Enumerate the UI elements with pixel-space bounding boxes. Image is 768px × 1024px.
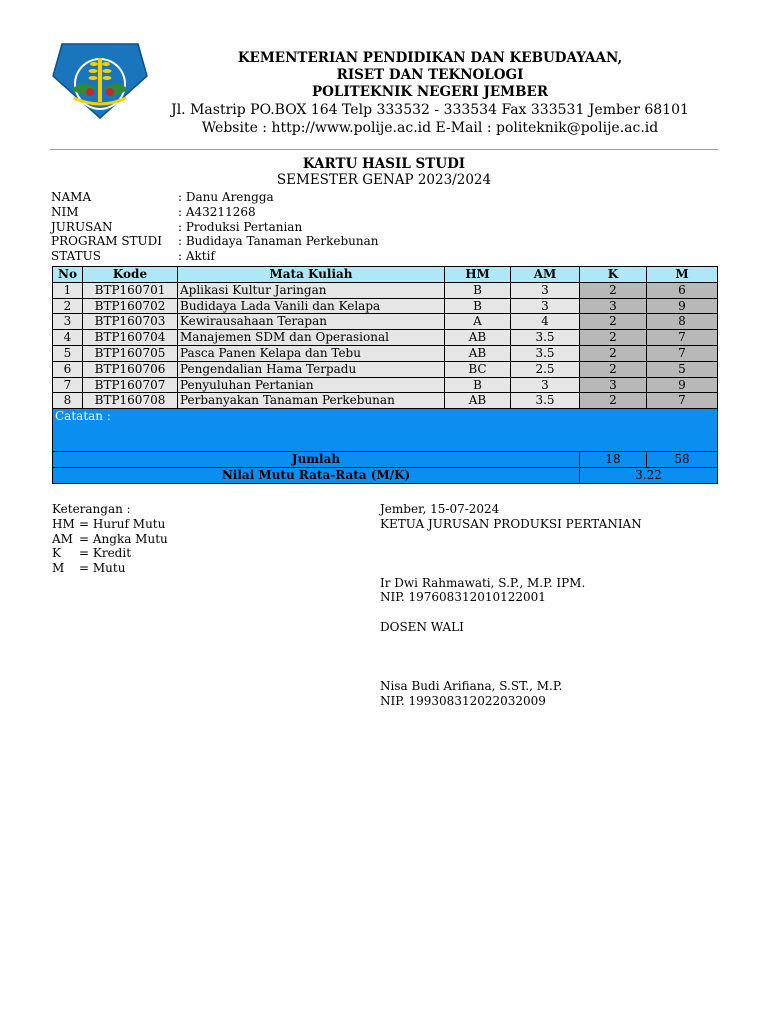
cell-hm: AB	[445, 393, 511, 409]
cell-kode: BTP160705	[83, 345, 178, 361]
column-header-no: No	[53, 267, 83, 283]
cell-m: 6	[647, 282, 718, 298]
signatory-role-advisor: DOSEN WALI	[380, 620, 464, 635]
cell-k: 3	[580, 377, 647, 393]
info-value: : Budidaya Tanaman Perkebunan	[178, 234, 379, 249]
keterangan-key: AM	[52, 531, 73, 546]
info-value: : Aktif	[178, 249, 215, 264]
cell-hm: AB	[445, 330, 511, 346]
cell-kode: BTP160706	[83, 361, 178, 377]
signatory-name-advisor: Nisa Budi Arifiana, S.ST., M.P.	[380, 678, 563, 693]
place-date: Jember, 15-07-2024	[380, 502, 500, 516]
info-row	[51, 234, 378, 249]
cell-mata-kuliah: Budidaya Lada Vanili dan Kelapa	[178, 298, 445, 314]
cell-am: 3.5	[511, 345, 580, 361]
cell-k: 2	[580, 330, 647, 346]
ipk-row	[53, 467, 718, 483]
semester-title: SEMESTER GENAP 2023/2024	[276, 172, 492, 188]
table-row	[53, 330, 718, 346]
ipk-label: Nilai Mutu Rata-Rata (M/K)	[53, 467, 580, 483]
cell-m: 9	[647, 377, 718, 393]
keterangan-value: = Kredit	[79, 546, 132, 561]
catatan-cell: Catatan :	[53, 409, 718, 452]
institution-header	[160, 50, 700, 137]
cell-no: 6	[53, 361, 83, 377]
info-row	[51, 249, 378, 264]
cell-mata-kuliah: Penyuluhan Pertanian	[178, 377, 445, 393]
ministry-name: KEMENTERIAN PENDIDIKAN DAN KEBUDAYAAN,	[237, 50, 623, 66]
document-title	[50, 156, 718, 189]
column-header-mata-kuliah: Mata Kuliah	[178, 267, 445, 283]
keterangan-item	[52, 532, 168, 547]
cell-m: 9	[647, 298, 718, 314]
info-value: : A43211268	[178, 204, 256, 219]
info-label: PROGRAM STUDI	[51, 234, 163, 249]
info-value: : Produksi Pertanian	[178, 219, 303, 234]
cell-k: 2	[580, 361, 647, 377]
cell-mata-kuliah: Perbanyakan Tanaman Perkebunan	[178, 393, 445, 409]
table-row	[53, 314, 718, 330]
cell-mata-kuliah: Pengendalian Hama Terpadu	[178, 361, 445, 377]
column-header-k: K	[580, 267, 647, 283]
cell-am: 3	[511, 298, 580, 314]
signatory-nip-advisor: NIP. 199308312022032009	[380, 693, 546, 708]
column-header-am: AM	[511, 267, 580, 283]
info-row	[51, 220, 378, 235]
cell-no: 2	[53, 298, 83, 314]
cell-hm: B	[445, 282, 511, 298]
column-header-m: M	[647, 267, 718, 283]
info-label: NAMA	[51, 190, 92, 204]
signature-space	[380, 635, 642, 679]
keterangan-value: = Huruf Mutu	[79, 516, 166, 531]
signatory-name-head: Ir Dwi Rahmawati, S.P., M.P. IPM.	[380, 575, 586, 590]
jumlah-m: 58	[647, 452, 718, 468]
keterangan-item	[52, 546, 168, 561]
cell-mata-kuliah: Pasca Panen Kelapa dan Tebu	[178, 345, 445, 361]
cell-am: 3.5	[511, 330, 580, 346]
institution-address: Jl. Mastrip PO.BOX 164 Telp 333532 - 333534 Fax 333531 Jember 68101	[171, 102, 689, 118]
cell-hm: AB	[445, 345, 511, 361]
cell-hm: BC	[445, 361, 511, 377]
cell-m: 7	[647, 393, 718, 409]
info-label: JURUSAN	[51, 219, 113, 234]
cell-m: 5	[647, 361, 718, 377]
institution-name: POLITEKNIK NEGERI JEMBER	[311, 84, 549, 100]
cell-no: 5	[53, 345, 83, 361]
signature-space	[380, 532, 642, 576]
jumlah-label: Jumlah	[53, 452, 580, 468]
jumlah-k: 18	[580, 452, 647, 468]
cell-kode: BTP160708	[83, 393, 178, 409]
cell-no: 7	[53, 377, 83, 393]
info-row	[51, 190, 378, 205]
keterangan-section	[52, 502, 168, 576]
cell-am: 4	[511, 314, 580, 330]
cell-m: 7	[647, 330, 718, 346]
keterangan-title: Keterangan :	[52, 502, 131, 516]
cell-no: 3	[53, 314, 83, 330]
cell-am: 3.5	[511, 393, 580, 409]
cell-hm: B	[445, 298, 511, 314]
info-row	[51, 205, 378, 220]
cell-kode: BTP160703	[83, 314, 178, 330]
khs-title: KARTU HASIL STUDI	[302, 156, 466, 172]
table-header-row	[53, 267, 718, 283]
cell-hm: A	[445, 314, 511, 330]
catatan-row	[53, 409, 718, 452]
cell-mata-kuliah: Manajemen SDM dan Operasional	[178, 330, 445, 346]
cell-kode: BTP160702	[83, 298, 178, 314]
cell-hm: B	[445, 377, 511, 393]
cell-am: 3	[511, 377, 580, 393]
polije-logo-icon	[50, 40, 150, 120]
jumlah-row	[53, 452, 718, 468]
cell-k: 3	[580, 298, 647, 314]
cell-mata-kuliah: Kewirausahaan Terapan	[178, 314, 445, 330]
cell-no: 4	[53, 330, 83, 346]
table-row	[53, 361, 718, 377]
cell-k: 2	[580, 345, 647, 361]
cell-m: 8	[647, 314, 718, 330]
cell-no: 8	[53, 393, 83, 409]
cell-am: 2.5	[511, 361, 580, 377]
table-row	[53, 345, 718, 361]
keterangan-key: M	[52, 561, 65, 576]
signatory-role-head: KETUA JURUSAN PRODUKSI PERTANIAN	[380, 516, 642, 531]
column-header-hm: HM	[445, 267, 511, 283]
signatory-nip-head: NIP. 197608312010122001	[380, 590, 546, 605]
keterangan-item	[52, 517, 168, 532]
spacer	[380, 605, 642, 620]
keterangan-item	[52, 561, 168, 576]
keterangan-value: = Mutu	[79, 561, 126, 576]
ipk-value: 3.22	[580, 467, 718, 483]
keterangan-value: = Angka Mutu	[79, 531, 168, 546]
info-label: STATUS	[51, 249, 101, 264]
cell-m: 7	[647, 345, 718, 361]
cell-am: 3	[511, 282, 580, 298]
info-label: NIM	[51, 204, 79, 219]
table-row	[53, 377, 718, 393]
table-row	[53, 298, 718, 314]
header-divider	[50, 149, 718, 150]
info-value: : Danu Arengga	[178, 190, 274, 204]
cell-kode: BTP160704	[83, 330, 178, 346]
column-header-kode: Kode	[83, 267, 178, 283]
cell-k: 2	[580, 393, 647, 409]
keterangan-key: K	[52, 546, 61, 561]
keterangan-key: HM	[52, 516, 75, 531]
cell-k: 2	[580, 314, 647, 330]
cell-k: 2	[580, 282, 647, 298]
signature-section	[380, 502, 642, 709]
table-row	[53, 393, 718, 409]
ministry-subname: RISET DAN TEKNOLOGI	[336, 67, 524, 83]
institution-contact: Website : http://www.polije.ac.id E-Mail : politeknik@polije.ac.id	[201, 120, 659, 136]
cell-kode: BTP160701	[83, 282, 178, 298]
student-info	[51, 190, 378, 264]
cell-no: 1	[53, 282, 83, 298]
table-row	[53, 282, 718, 298]
cell-kode: BTP160707	[83, 377, 178, 393]
cell-mata-kuliah: Aplikasi Kultur Jaringan	[178, 282, 445, 298]
grades-table	[52, 266, 718, 484]
